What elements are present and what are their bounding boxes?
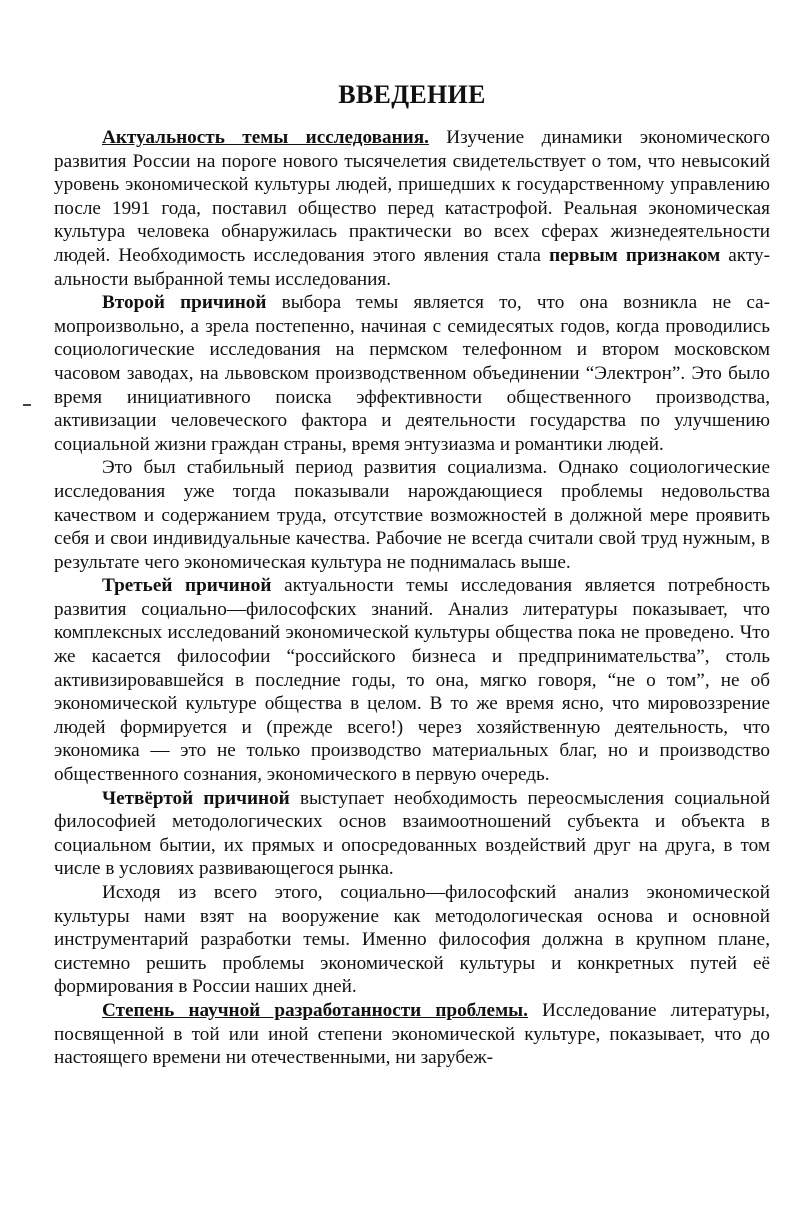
paragraph-text: Исходя из всего этого, социально—философский анализ экономической культуры нами взят на вооружение как методологическая основа и основной инструментарий разработки темы. Именно философия должна в крупном плане, системно решить проблемы экономической культуры и конкретных путей её формирования в России наших дней. <box>54 882 770 998</box>
paragraph-text: Это был стабильный период развития социализма. Однако социологические исследования уже тогда показывали нарождающиеся проблемы недовольства качеством и содержанием труда, отсутствие возможностей в должной мере проявить себя и свои индивидуальные качества. Рабочие не всегда считали свой труд нужным, в результате чего экономическая культура не поднималась выше. <box>54 457 770 573</box>
paragraph-degree-of-research <box>54 999 770 1070</box>
paragraph-relevance <box>54 126 770 291</box>
paragraph-text: выбора темы является то, что она возникла не самопроизвольно, а зрела постепенно, начиная с семидесятых годов, когда проводились социологические исследования на пермском телефонном и втором московском часовом заводах, на львовском производственном объединении “Электрон”. Это было время инициативного поиска эффективности общественного производства, активизации человеческого фактора и деятельности государства по улучшению социальной жизни граждан страны, время энтузиазма и романтики людей. <box>54 292 771 455</box>
bold-phrase: первым признаком <box>549 244 721 266</box>
bold-phrase: Второй причиной <box>102 292 267 314</box>
section-heading-relevance: Актуальность темы исследования. <box>102 127 429 148</box>
page-title: ВВЕДЕНИЕ <box>338 80 486 109</box>
paragraph-text: актуальности выбранной темы исследования. <box>54 244 770 290</box>
paragraph-text: Исследование литературы, посвященной в той или иной степени экономической культуре, показывает, что до настоящего времени ни отечественными, ни зарубеж- <box>54 999 770 1069</box>
document-page <box>54 78 770 1070</box>
paragraph-second-reason <box>54 291 770 456</box>
paragraph-text: Изучение динамики экономического развития России на пороге нового тысячелетия свидетельствует о том, что невысокий уровень экономической культуры людей, пришедших к государственному управлению после 1991 года, поставил общество перед катастрофой. Реальная экономическая культура человека обнаружилась практически во всех сферах жизнедеятельности людей. Необходимость исследования этого явления стала <box>54 127 770 266</box>
bold-phrase: Четвёртой причиной <box>102 787 290 809</box>
paragraph-third-reason <box>54 574 770 786</box>
bold-phrase: Третьей причиной <box>102 575 272 597</box>
paragraph-text: актуальности темы исследования является потребность развития социально—философских знаний. Анализ литературы показывает, что комплексных исследований экономической культуры общества пока не проведено. Что же касается философии “российского бизнеса и предпринимательства”, столь активизировавшейся в последние годы, то она, мягко говоря, “не о том”, не об экономической культуре общества в целом. В то же время ясно, что мировоззрение людей формируется и (прежде всего!) через хозяйственную деятельность, что экономика — это не только производство материальных благ, но и производство общественного сознания, экономического в первую очередь. <box>54 575 770 786</box>
paragraph-stable-period <box>54 456 770 574</box>
paragraph-text: выступает необходимость переосмысления социальной философией методологических основ взаимоотношений субъекта и объекта в социальном бытии, их прямых и опосредованных воздействий друг на друга, в том числе в условиях развивающегося рынка. <box>54 787 770 880</box>
paragraph-fourth-reason <box>54 787 770 881</box>
section-heading-degree: Степень научной разработанности проблемы. <box>102 999 528 1021</box>
margin-mark <box>23 404 31 406</box>
paragraph-methodology <box>54 881 770 999</box>
